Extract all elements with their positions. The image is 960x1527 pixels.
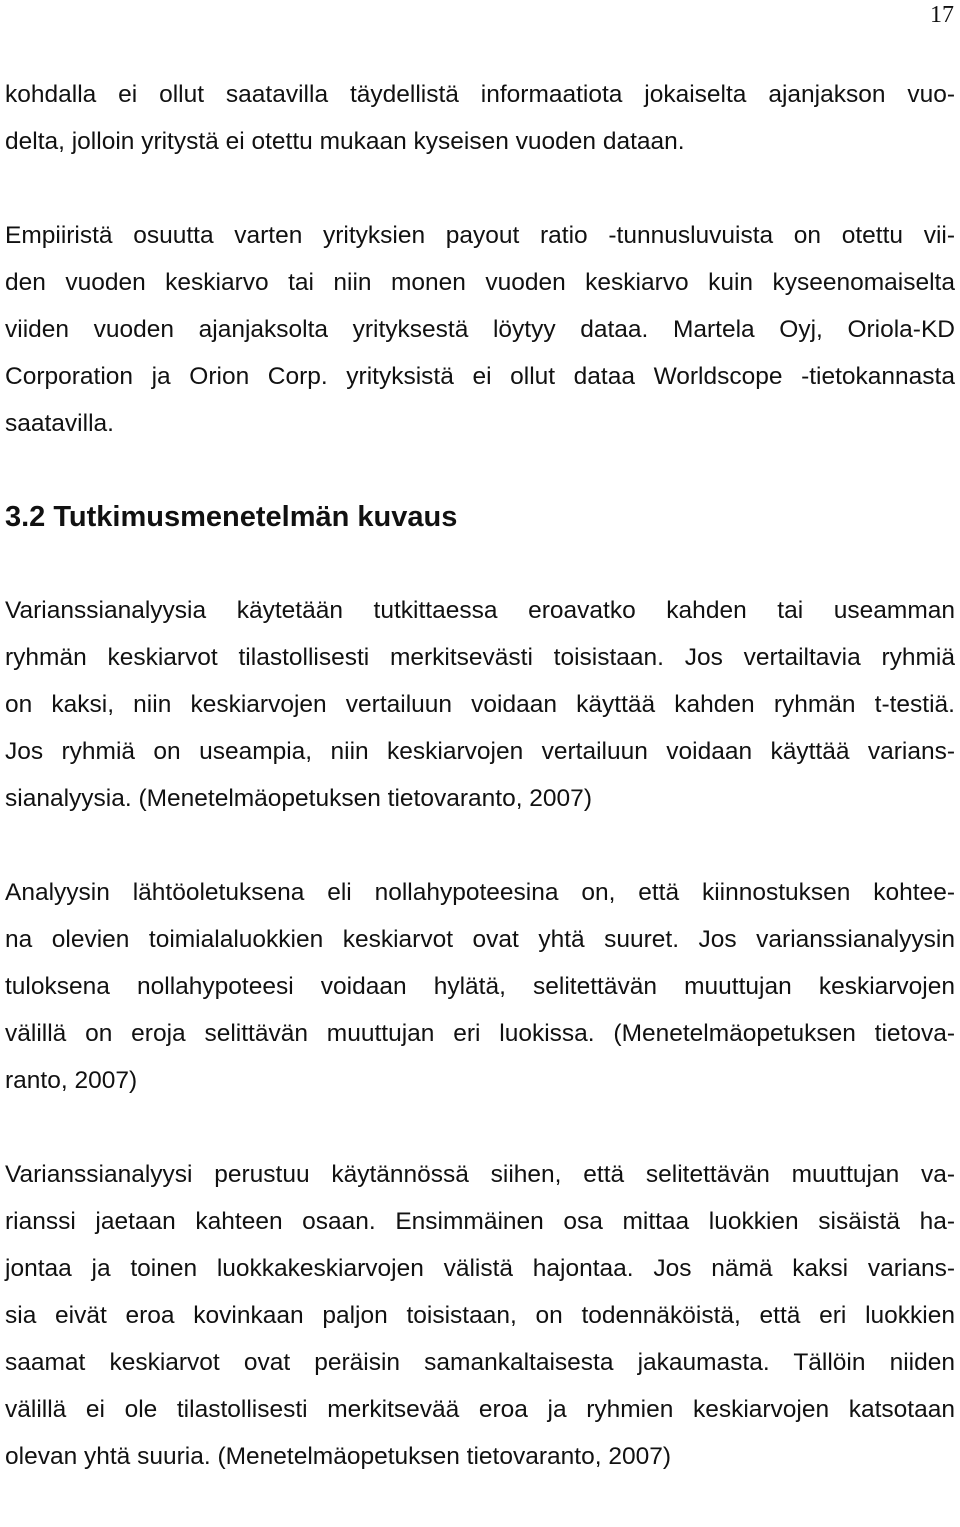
paragraph — [5, 212, 955, 447]
document-body — [5, 71, 955, 1527]
text-line: Varianssianalyysi perustuu käytännössä siihen, että selitettävän muuttujan va- — [5, 1161, 955, 1188]
text-line: Corporation ja Orion Corp. yrityksistä ei ollut dataa Worldscope -tietokannasta — [5, 363, 955, 390]
text-line: välillä on eroja selittävän muuttujan eri luokissa. (Menetelmäopetuksen tietova- — [5, 1020, 955, 1047]
paragraph — [5, 869, 955, 1104]
paragraph — [5, 587, 955, 822]
text-line: Analyysin lähtöoletuksena eli nollahypoteesina on, että kiinnostuksen kohtee- — [5, 879, 955, 906]
text-line: välillä ei ole tilastollisesti merkitsevää eroa ja ryhmien keskiarvojen katsotaan — [5, 1396, 955, 1423]
text-line: on kaksi, niin keskiarvojen vertailuun voidaan käyttää kahden ryhmän t-testiä. — [5, 691, 955, 718]
text-line: tuloksena nollahypoteesi voidaan hylätä, selitettävän muuttujan keskiarvojen — [5, 973, 955, 1000]
section-heading: 3.2 Tutkimusmenetelmän kuvaus — [5, 501, 458, 533]
text-line: sia eivät eroa kovinkaan paljon toisistaan, on todennäköistä, että eri luokkien — [5, 1302, 955, 1329]
text-line: saamat keskiarvot ovat peräisin samankaltaisesta jakaumasta. Tällöin niiden — [5, 1349, 955, 1376]
paragraph — [5, 1151, 955, 1480]
text-line: ryhmän keskiarvot tilastollisesti merkitsevästi toisistaan. Jos vertailtavia ryhmiä — [5, 644, 955, 671]
text-line: delta, jolloin yritystä ei otettu mukaan kyseisen vuoden dataan. — [5, 128, 685, 155]
text-line: Empiiristä osuutta varten yrityksien payout ratio -tunnusluvuista on otettu vii- — [5, 222, 955, 249]
text-line: Jos ryhmiä on useampia, niin keskiarvojen vertailuun voidaan käyttää varians- — [5, 738, 955, 765]
text-line: den vuoden keskiarvo tai niin monen vuoden keskiarvo kuin kyseenomaiselta — [5, 269, 955, 296]
text-line: rianssi jaetaan kahteen osaan. Ensimmäinen osa mittaa luokkien sisäistä ha- — [5, 1208, 955, 1235]
text-line: sianalyysia. (Menetelmäopetuksen tietovaranto, 2007) — [5, 785, 592, 812]
text-line: ranto, 2007) — [5, 1067, 138, 1094]
text-line: saatavilla. — [5, 410, 114, 437]
text-line: kohdalla ei ollut saatavilla täydellistä informaatiota jokaiselta ajanjakson vuo- — [5, 81, 955, 108]
text-line: olevan yhtä suuria. (Menetelmäopetuksen tietovaranto, 2007) — [5, 1443, 671, 1470]
paragraph — [5, 71, 955, 165]
text-line: jontaa ja toinen luokkakeskiarvojen välistä hajontaa. Jos nämä kaksi varians- — [5, 1255, 955, 1282]
page-number: 17 — [930, 2, 954, 28]
text-line: viiden vuoden ajanjaksolta yrityksestä löytyy dataa. Martela Oyj, Oriola-KD — [5, 316, 955, 343]
text-line: na olevien toimialaluokkien keskiarvot ovat yhtä suuret. Jos varianssianalyysin — [5, 926, 955, 953]
text-line: Varianssianalyysia käytetään tutkittaessa eroavatko kahden tai useamman — [5, 597, 955, 624]
